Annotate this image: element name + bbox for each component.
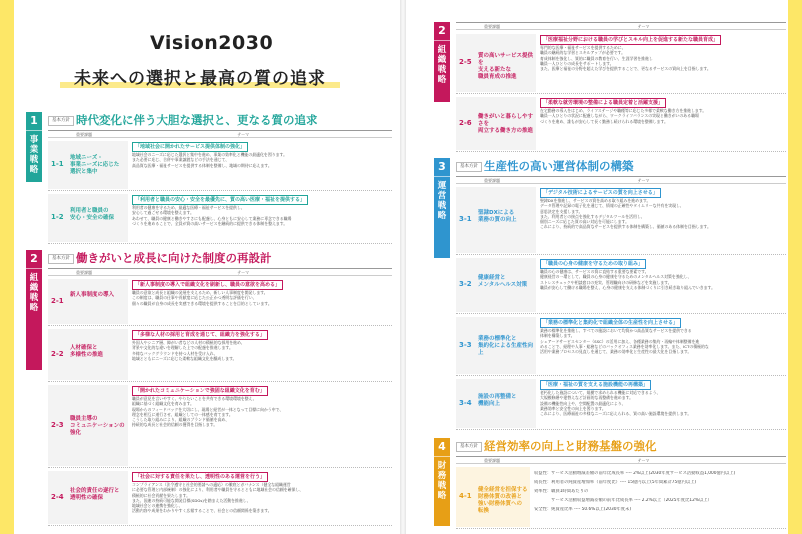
strategy-row-2-6 <box>456 95 786 152</box>
column-header <box>48 268 392 276</box>
kihon-tag: 基本方針 <box>48 254 74 264</box>
row-id: 2-6 <box>459 118 472 127</box>
row-theme: 「開かれたコミュニケーションで強固な組織文化を育む」 <box>132 386 268 396</box>
strategy-row-3-3 <box>456 315 786 376</box>
row-id: 3-2 <box>459 280 472 288</box>
strategy-section-3 <box>434 158 786 430</box>
row-theme: 「新人事制度の導入で組織文化を刷新し、職員の意欲を高める」 <box>132 280 283 290</box>
row-title: 働きがいと暮らしやすさを 両立する働き方の推進 <box>478 113 534 134</box>
strategy-row-1-1 <box>48 139 392 191</box>
row-theme: 「デジタル技術によるサービスの質を向上させる」 <box>540 188 661 198</box>
strategy-label: 事業戦略 <box>29 135 39 175</box>
row-id: 3-1 <box>459 215 472 223</box>
row-title: 社会的責任の遂行と 透明性の確保 <box>70 487 120 501</box>
row-body: 業務の標準化を推進し、すべての施設において均質かつ高品質なサービスを提供できる 体制を構築します。 シェアードサービスセンター（SSC）の活用に加え、各種業務の集約・再編や体制整備を進 めることで、経理や人事・総務などのバックオフィス業務を効率化します。また、ICTの積極的な 活用や業務プロセスの見直しを通じて、業務の効率化と生産性の最大化を目指します。 <box>540 328 709 355</box>
strategy-row-3-2 <box>456 256 786 314</box>
strategy-badge <box>26 250 42 370</box>
row-id: 3-4 <box>459 398 472 407</box>
strategy-label: 運営戦略 <box>437 181 447 221</box>
metric-line: サービス活動収益増減差額の前年比成長率 ---- 2.2%以上（2025年度比12%以上） <box>534 498 712 503</box>
row-body: 専門的な医療・福祉サービスを提供するために、 職員の継続的な学習とスキルアップが必要です。 育成体制を強化し、質的に職員の教育を行い、生涯学習を推進し 職員一人ひとりの成長をサポートします。 また、医療と福祉の分野を超えた学びを提供することで、更なるサービスの質向上を目指します。 <box>540 45 711 72</box>
strategy-row-3-1 <box>456 185 786 255</box>
kihon-tag: 基本方針 <box>456 162 482 172</box>
kihon-tag: 基本方針 <box>456 442 482 452</box>
strategy-row-3-4 <box>456 377 786 430</box>
column-header <box>456 456 786 464</box>
row-title: 健康経営と メンタルヘルス対策 <box>478 275 528 288</box>
strategy-row-2-3 <box>48 383 392 468</box>
strategy-number: 3 <box>434 158 450 177</box>
row-id: 4-1 <box>459 492 472 500</box>
col-theme: テーマ <box>237 270 250 275</box>
row-id: 2-4 <box>51 492 64 501</box>
col-theme: テーマ <box>637 24 650 29</box>
row-theme: 「利用者と職員の安心・安全を最優先に、質の高い医療・福祉を提供する」 <box>132 195 308 205</box>
strategy-section-1 <box>26 112 392 244</box>
strategy-number: 1 <box>26 112 42 131</box>
strategy-label: 組織戦略 <box>29 273 39 313</box>
strategy-row-2-4 <box>48 469 392 526</box>
row-body: 利用者の健康を守るため、最適な医療・福祉サービスを提供し、 安心して過ごせる環境を整えます。 あわせて、職員の健康と働きやすさにも配慮し、心身ともに安心して業務に専念できる職場 づくりを進めることで、全員が質の高いサービスを継続的に提供できる体制を整えます。 <box>132 205 292 226</box>
row-theme: 「地域社会に開かれたサービス提供体制の強化」 <box>132 142 248 152</box>
policy-heading: 生産性の高い運営体制の構築 <box>484 159 634 173</box>
row-title: 業務の標準化と 集約化による生産性向上 <box>478 335 534 356</box>
policy-heading: 経営効率の向上と財務基盤の強化 <box>484 439 657 453</box>
col-juten: 重要課題 <box>484 24 500 29</box>
strategy-number: 2 <box>26 250 42 269</box>
page-title: 未来への選択と最高の質の追求 <box>74 69 326 89</box>
row-id: 1-2 <box>51 213 64 221</box>
row-id: 1-1 <box>51 160 64 168</box>
row-body: 職員の心の健康は、サービスの質に直結する重要な要素です。 健康経営の一環として、職員の心身の健康を守るためのメンタルヘルス対策を強化し、 ストレスチェックや相談窓口の充実、管理職向けの研修などを実施します。 職員が安心して働ける職場を整え、心身の健康を支える体制づくりに引き続き取り組んでいきます。 <box>540 269 715 290</box>
row-title: 利用者と職員の 安心・安全の確保 <box>70 208 115 221</box>
strategy-label: 組織戦略 <box>437 45 447 85</box>
strategy-badge <box>434 158 450 258</box>
row-body: 職員が意見を言いやすく、やりたいことを共有できる環境環境を整え、 組織に基づく組織文化を育みます。 現場からのフィードバックを大切にし、現場と経営が一体となって目標に向かう中で、 理念を相互に遂行させ、組織としての一体感を育てます。 こうした取り組みにより、組織のブランド価値を高め、 持続的な成長と社会的信頼の獲得を目指します。 <box>132 396 284 428</box>
col-theme: テーマ <box>237 132 250 137</box>
metric-line: 収益性：サービス活動増減差額の前年比成長率 ---- 2%以上(2030年度サービス活動収益1,000億円以上) <box>534 471 736 476</box>
row-title: 健全経営を担保する 財務体質の改善と 強い財務体質への 転換 <box>478 487 528 514</box>
row-title: 施設の再整備と 機能向上 <box>478 393 517 407</box>
policy-heading: 働きがいと成長に向けた制度の再設計 <box>76 251 272 265</box>
col-juten: 重要課題 <box>484 178 500 183</box>
row-body: 聖隷DXを推進し、サービスの質を高める取り組みを進めます。 データ管理や記録の電子化を通じて、情報の正確性やタイムリーな共有を実現し、 意思決定を支援します。 また、利用者との接点を強化するデジタルツールを活用し、 個別ニーズに応じた質の高い対応を可能にします。 これにより、持続的で高品質なサービスを提供する体制を構築し、価値のある体制を目指します。 <box>540 198 711 230</box>
strategy-row-2-5 <box>456 32 786 94</box>
row-title: 職員主導の コミュニケーションの強化 <box>70 415 125 436</box>
strategy-row-2-1 <box>48 277 392 326</box>
row-title: 新人事制度の導入 <box>70 291 115 298</box>
row-id: 2-3 <box>51 420 64 429</box>
row-theme: 「業務の標準化と集約化で組織全体の生産性を向上させる」 <box>540 318 681 328</box>
vision-logo: Vision2030 <box>150 32 274 54</box>
strategy-row-4-1 <box>456 465 786 529</box>
col-juten: 重要課題 <box>76 270 92 275</box>
column-header <box>48 130 392 138</box>
metric-line: 効率性：職員1時間あたりの <box>534 489 589 494</box>
row-title: 質の高いサービス提供を 支える新たな 職員育成の推進 <box>478 53 534 80</box>
row-theme: 「医療・福祉の質を支える施設機能の再構築」 <box>540 380 651 390</box>
row-body: コンプライアンス（法令遵守と社会的要請への適応）の徹底とガバナンス（健全な組織運営 に必要な管理と内部統制）の強化により、利用者や職員を守るとともに地域社会の信頼を確保し、 積極的に社会貢献を果たします。 また、国連の持続可能な開発目標(SDGs)を踏まえた活動を推進し、 地域社会との連携を強化し、 活動内容や成果をわかりやすく広報することで、社会との信頼関係を築きます。 <box>132 482 304 514</box>
row-id: 2-1 <box>51 296 64 305</box>
row-id: 2-2 <box>51 349 64 358</box>
kihon-tag: 基本方針 <box>48 116 74 126</box>
metric-line: 安全性：純資産比率 ---- 50.6%以上(2030年度末) <box>534 507 632 512</box>
row-body: 外国人やシニア層、障がい者などの人材の積極的な採用を進め、 背景や文化的な違いを理解した上での配慮を推進します。 多様なバックグラウンドを持つ人材を受け入れ、 地域とともにニーズに応じた柔軟な組織文化を醸成します。 <box>132 340 245 361</box>
col-juten: 重要課題 <box>76 132 92 137</box>
row-theme: 「社会に対する責任を果たし、透明性のある運営を行う」 <box>132 472 268 482</box>
row-body: 在宅勤務の導入をはじめ、ライフステージや職種等に応じた多様で柔軟な働き方を推進します。 職員一人ひとりの状況に配慮しながら、ワークライフバランスの実現と働きがいのある職場 づくりを進め、誰もが安心して長く勤務し続けられる環境を整備します。 <box>540 108 707 124</box>
strategy-number: 2 <box>434 22 450 41</box>
row-id: 2-5 <box>459 58 472 66</box>
row-theme: 「柔軟な就労環境の整備による職員定着と活躍支援」 <box>540 98 666 108</box>
col-juten: 重要課題 <box>484 458 500 463</box>
row-body: 地域社会のニーズに応じた選択と集中を進め、事業の効率化と機能の最適化を図ります。 また必要に応じ、合併や事業譲渡などの手法を通じて、 高品質な医療・福祉サービスを提供する体制を整備し、地域の期待に応えます。 <box>132 152 287 168</box>
column-header <box>456 176 786 184</box>
col-theme: テーマ <box>637 458 650 463</box>
row-title: 聖隷DXによる 業務の質の向上 <box>478 210 517 223</box>
strategy-row-1-2 <box>48 192 392 244</box>
column-header <box>456 22 786 30</box>
row-id: 3-3 <box>459 340 472 349</box>
row-title: 人材確保と 多様性の推進 <box>70 344 104 358</box>
row-theme: 「医療福祉分野における職員の学びとスキル向上を促進する新たな職員育成」 <box>540 35 721 45</box>
strategy-section-2 <box>434 22 786 152</box>
strategy-badge <box>434 438 450 526</box>
row-body: 職員の意欲と成長と組織の発展を支えるため、新しい人事制度を開発します。 この制度は、職員の仕事や貢献度に応じた公正かつ透明な評価を行い、 個々の職員が自身の成長を実感できる環境を提供することを目的としています。 <box>132 290 272 306</box>
row-title: 地域ニーズ・ 事業ニーズに応じた 選択と集中 <box>70 155 120 175</box>
strategy-label: 財務戦略 <box>437 461 447 501</box>
strategy-row-2-2 <box>48 327 392 382</box>
row-body: 老朽化した施設について、規模で求められる機能に対応できるよう、 大規模修繕や建替えなど計画的な再整備を進めます。 設備の機能性向上や、空間配置の最適化により、 業務効率と安全性の向上を図ります。 これにより、医療福祉の多様なニーズに応えられる、質の高い施設環境を提供します。 <box>540 390 692 417</box>
col-theme: テーマ <box>637 178 650 183</box>
strategy-section-2 <box>26 250 392 526</box>
strategy-section-4 <box>434 438 786 530</box>
policy-heading: 時代変化に伴う大胆な選択と、更なる質の追求 <box>76 113 318 127</box>
row-theme: 「職員の心身の健康を守るための取り組み」 <box>540 259 646 269</box>
row-theme: 「多様な人材の採用と育成を通じて、組織力を強化する」 <box>132 330 268 340</box>
metric-line: 成長性：利用者の純資産増加率（前年度比）---- 15億円以上(5年間累計75億円以上) <box>534 480 697 485</box>
page-spine <box>400 0 406 534</box>
strategy-badge <box>434 22 450 102</box>
strategy-badge <box>26 112 42 182</box>
strategy-number: 4 <box>434 438 450 457</box>
